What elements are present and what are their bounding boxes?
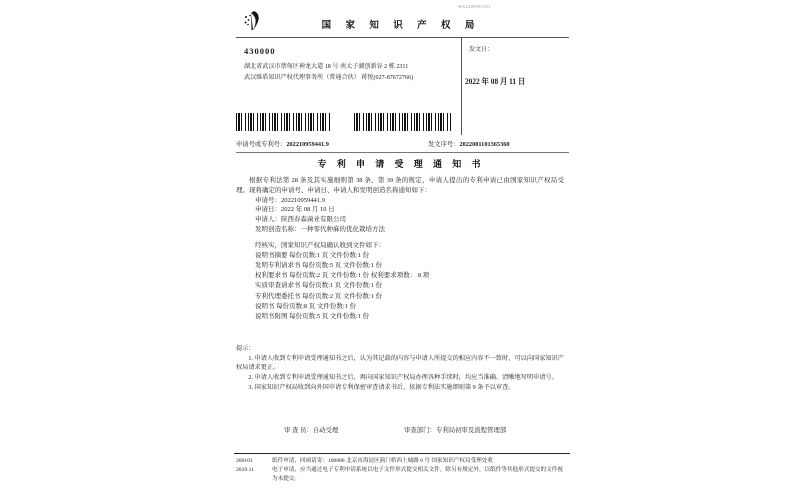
- serial-number-label: 发文序号：: [428, 141, 460, 148]
- document-line: 说明书 每份页数:8 页 文件份数:1 份: [255, 303, 357, 311]
- footer-text: 电子申请，应当通过电子专利申请系统以电子文件形式提交相关文件。除另有规定外，以纸件等其他形式提交的文件视为未提交。: [272, 467, 563, 482]
- document-line: 发明专利请求书 每份页数:5 页 文件份数:1 份: [255, 261, 383, 269]
- address-line-1: 湖北省武汉市蔡甸区神龙大道 18 号 南太子湖创新谷 2 栋 2311: [244, 64, 409, 70]
- field-invention-title: 发明创造名称：一种零代种麻的优化栽培方法: [255, 225, 385, 233]
- department-label: 审查部门：: [404, 427, 436, 434]
- footer-code: 2019.11: [236, 467, 254, 474]
- examiner-value: 自动受理: [312, 427, 339, 434]
- barcode-id: WX2209050101: [458, 4, 491, 9]
- serial-number-value: 2022081101365360: [459, 141, 510, 148]
- examiner: [284, 425, 338, 434]
- document-line: 实质审查请求书 每份页数:1 页 文件份数:1 份: [255, 282, 383, 290]
- document-line: 权利要求书 每份页数:2 页 文件份数:1 份 权利要求项数： 8 项: [255, 272, 430, 280]
- footer-rule: [234, 453, 570, 454]
- footer-row: [236, 466, 566, 483]
- notice-title: 专 利 申 请 受 理 通 知 书: [317, 159, 485, 169]
- field-filing-date: 申请日：2022 年 08 月 10 日: [255, 206, 335, 214]
- notice-document-page: [228, 0, 574, 500]
- issue-date-label: 发文日：: [469, 47, 494, 53]
- department-value: 专利局初审及流程管理部: [435, 427, 507, 434]
- footer-row: [236, 457, 566, 465]
- department: [404, 425, 506, 434]
- examiner-label: 审 查 员：: [284, 427, 313, 434]
- office-name: 国 家 知 识 产 权 局: [321, 21, 481, 31]
- note-item: 3. 国家知识产权局收到向外国申请专利保密审查请求书后，依据专利法实施细则第 9 条予以审查。: [248, 384, 515, 391]
- footer-code: 200101: [236, 458, 253, 464]
- notes-label: 提示：: [236, 345, 255, 352]
- intro-paragraph: 根据专利法第 28 条及其实施细则第 38 条、第 39 条的规定，申请人提出的专利申请已由国家知识产权局受理。现将确定的申请号、申请日、申请人和发明创造名称通知如下：: [236, 177, 564, 194]
- issue-date-box: [461, 38, 568, 135]
- notice-body: [236, 176, 564, 323]
- reference-rule: [236, 152, 569, 153]
- application-number-label: 申请号或专利号：: [236, 141, 287, 148]
- document-line: 专利代理委托书 每份页数:2 页 文件份数:1 份: [255, 292, 383, 300]
- note-item: 2. 申请人收到专利申请受理通知书之后，再向国家知识产权局办理各种手续时，均应当准确、清晰地写明申请号。: [248, 374, 558, 381]
- serial-number-barcode: [354, 113, 451, 131]
- notes-section: [236, 344, 564, 393]
- field-application-number: 申请号：202210959441.9: [255, 196, 325, 204]
- address-line-2: 武汉维盾知识产权代理事务所（普通合伙） 蒋悦(027-87672766): [244, 75, 414, 81]
- document-line: 说明书附图 每份页数:5 页 文件份数:1 份: [255, 313, 370, 321]
- recipient-address: [244, 62, 458, 84]
- application-number-value: 202210959441.9: [286, 141, 329, 148]
- note-item: 1. 申请人收到专利申请受理通知书之后，认为其记载的内容与申请人所提交的相应内容不一致时，可以向国家知识产权局请求更正。: [236, 355, 564, 371]
- field-applicant: 申请人：陕西春森菌业有限公司: [255, 216, 346, 224]
- footer: [236, 457, 566, 484]
- document-line: 说明书摘要 每份页数:1 页 文件份数:1 份: [255, 251, 370, 259]
- confirmation-line: 经核实，国家知识产权局确认收到文件如下：: [255, 241, 385, 249]
- application-number-barcode: [236, 113, 332, 131]
- issue-date-value: 2022 年 08 月 11 日: [465, 77, 526, 86]
- recipient-postcode: 430000: [244, 46, 276, 56]
- footer-text: 纸件申请，回函请寄：100088 北京市海淀区蓟门桥西土城路 6 号 国家知识产权局受理处收: [272, 458, 493, 464]
- reference-row: [236, 139, 568, 148]
